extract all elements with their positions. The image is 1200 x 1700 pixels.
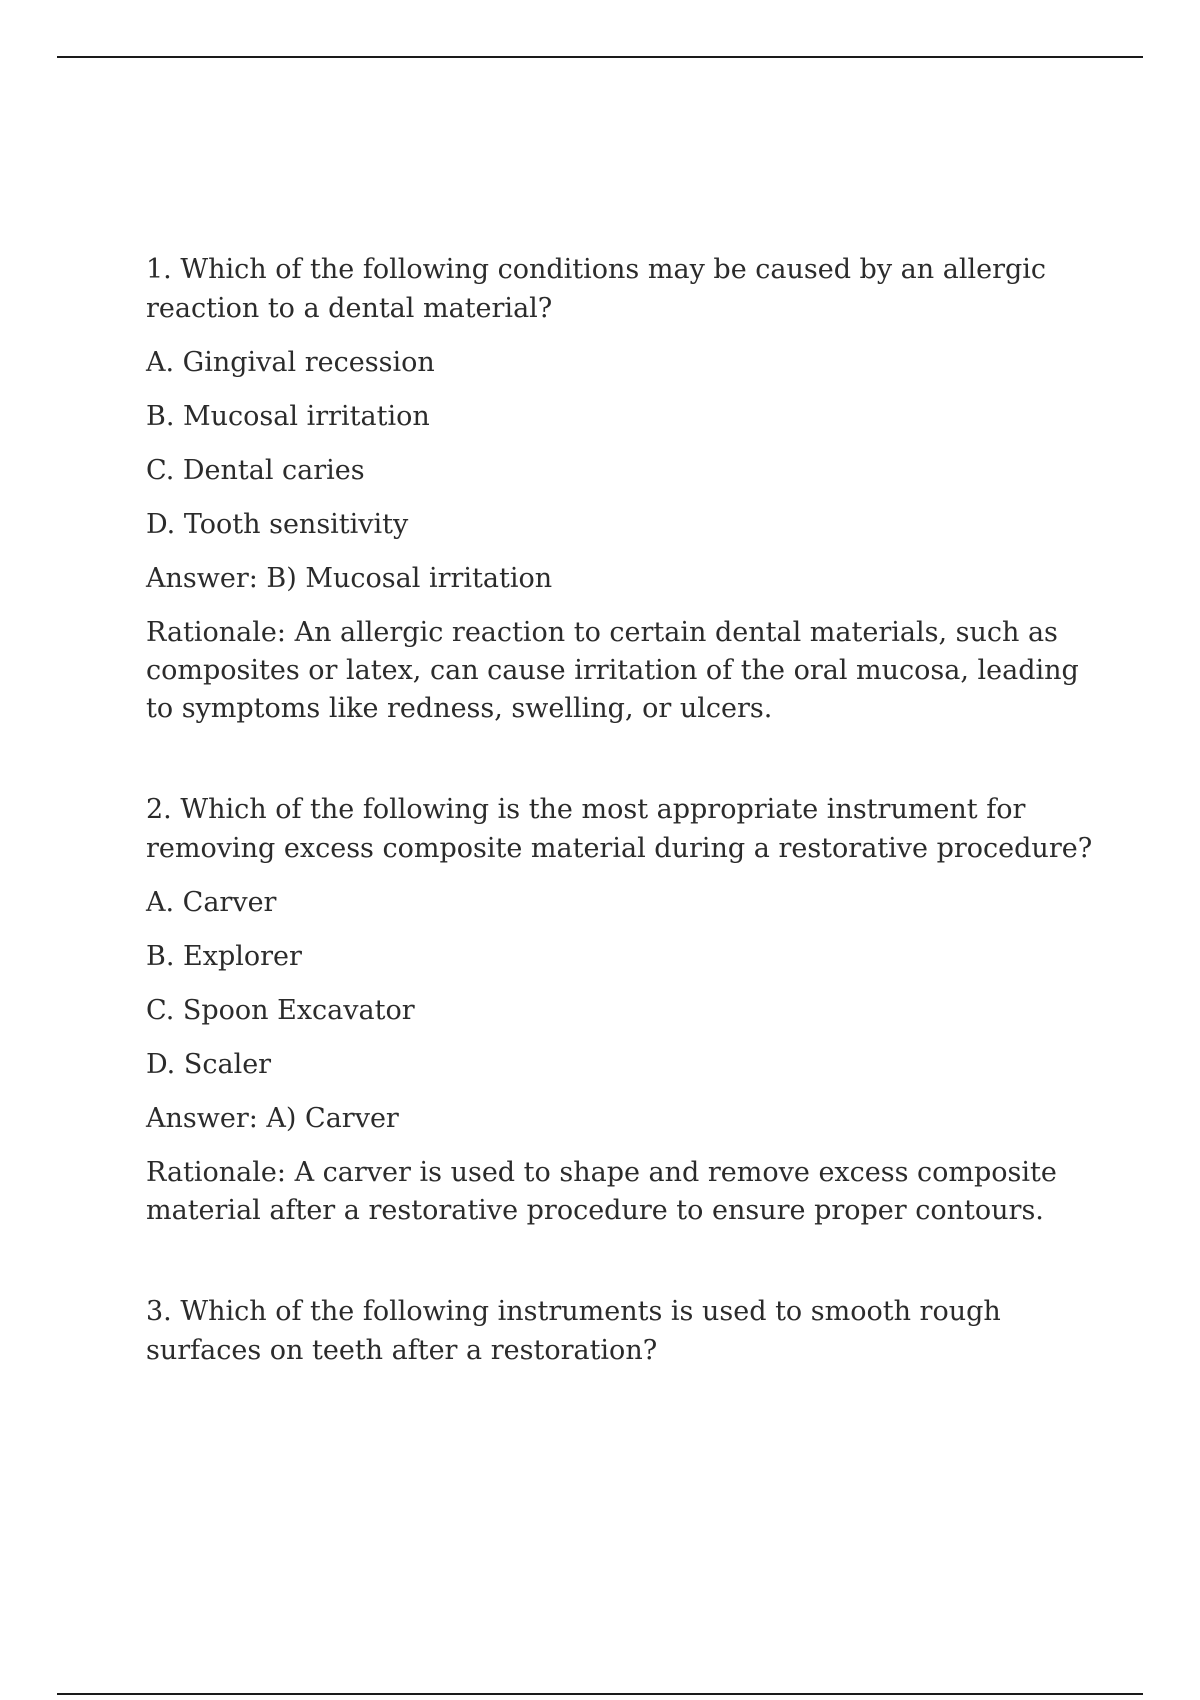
option-a: A. Carver xyxy=(146,887,277,918)
rationale-text: Rationale: A carver is used to shape and remove excess composite material after a restorative procedure to ensure proper contours. xyxy=(146,1157,1057,1226)
question-text: 3. Which of the following instruments is used to smooth rough surfaces on teeth after a restoration? xyxy=(146,1296,1001,1366)
option-b: B. Explorer xyxy=(146,941,302,972)
top-divider xyxy=(57,56,1143,58)
option-d: D. Tooth sensitivity xyxy=(146,509,409,540)
option-c: C. Spoon Excavator xyxy=(146,995,415,1026)
answer-text: Answer: A) Carver xyxy=(146,1103,399,1134)
question-text: 1. Which of the following conditions may be caused by an allergic reaction to a dental material? xyxy=(146,254,1047,324)
option-a: A. Gingival recession xyxy=(146,347,435,378)
document-body xyxy=(146,250,1096,1386)
option-b: B. Mucosal irritation xyxy=(146,401,430,432)
bottom-divider xyxy=(57,1693,1143,1695)
answer-text: Answer: B) Mucosal irritation xyxy=(146,563,553,594)
question-block-3 xyxy=(146,1292,1096,1370)
question-block-1 xyxy=(146,250,1096,728)
question-block-2 xyxy=(146,790,1096,1230)
rationale-text: Rationale: An allergic reaction to certain dental materials, such as composites or latex, can cause irritation of the oral mucosa, leading to symptoms like redness, swelling, or ulcers. xyxy=(146,617,1079,724)
option-c: C. Dental caries xyxy=(146,455,365,486)
question-text: 2. Which of the following is the most appropriate instrument for removing excess composite material during a restorative procedure? xyxy=(146,794,1093,864)
option-d: D. Scaler xyxy=(146,1049,272,1080)
